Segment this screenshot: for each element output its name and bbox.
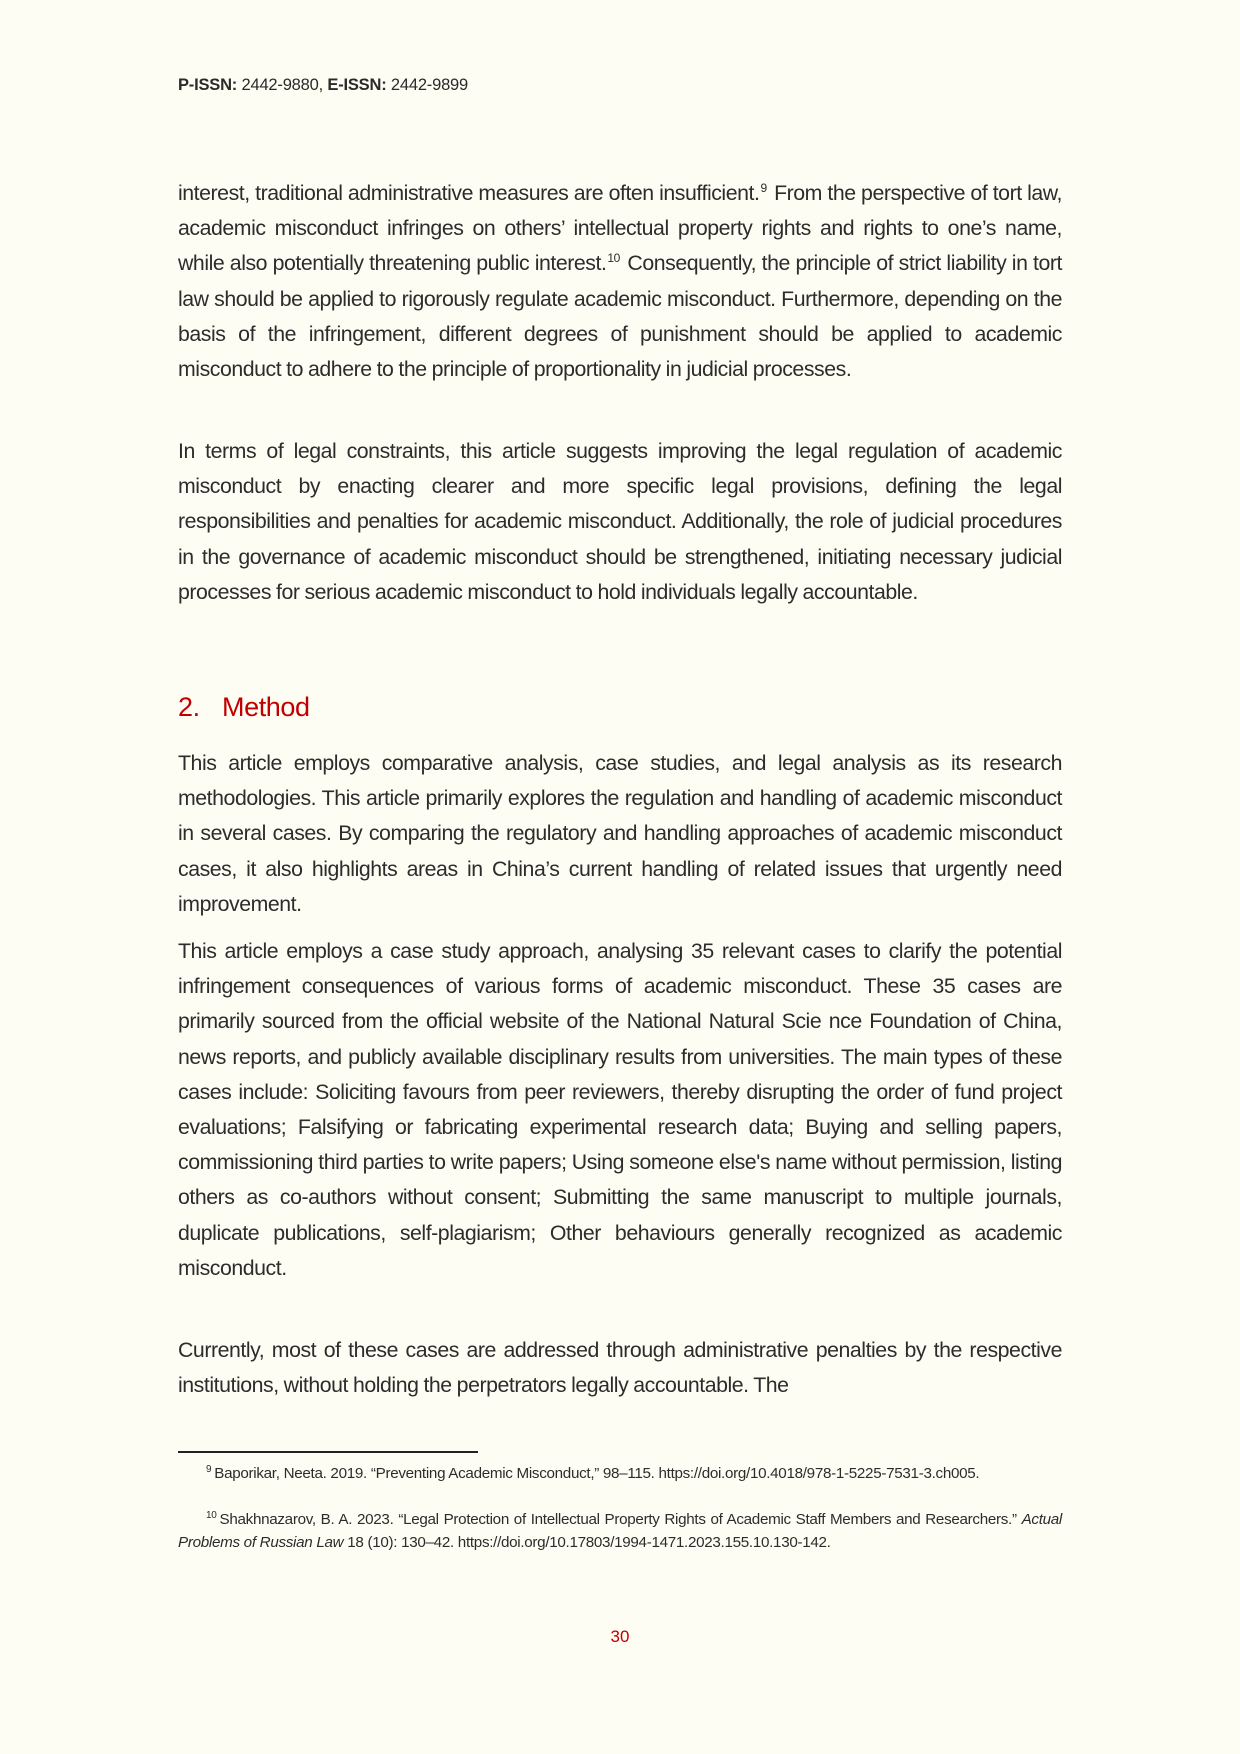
- footnote-ref-10[interactable]: 10: [607, 251, 620, 266]
- body-paragraph-2: [178, 434, 1062, 610]
- footnote-9-text: Baporikar, Neeta. 2019. “Preventing Academic Misconduct,” 98–115. https://doi.org/10.4018/978-1-5225-7531-3.ch005.: [214, 1465, 980, 1482]
- body-paragraph-3: [178, 746, 1062, 922]
- paragraph-1-text-c: Consequently, the principle of strict liability in tort law should be applied to rigorously regulate academic misconduct. Furthermore, depending on the basis of the infringement, different degrees of punishment should be applied to academic misconduct to adhere to the principle of proportionality in judicial processes.: [178, 251, 1062, 382]
- footnote-10-mark: 10: [206, 1510, 217, 1521]
- footnote-ref-9[interactable]: 9: [760, 181, 767, 195]
- journal-issn-header: [178, 76, 468, 95]
- footnote-10-text: Shakhnazarov, B. A. 2023. “Legal Protection of Intellectual Property Rights of Academic Staff Members and Researchers.”: [219, 1511, 1022, 1528]
- body-paragraph-5: [178, 1333, 1062, 1403]
- e-issn-label: E-ISSN:: [327, 76, 387, 94]
- footnote-10-text-end: 18 (10): 130–42. https://doi.org/10.17803/1994-1471.2023.155.10.130-142.: [343, 1534, 831, 1551]
- footnote-9: [178, 1462, 1062, 1485]
- paragraph-1-text-a: interest, traditional administrative measures are often insufficient.: [178, 181, 760, 205]
- paragraph-5-text: Currently, most of these cases are addressed through administrative penalties by the respective institutions, without holding the perpetrators legally accountable. The: [178, 1338, 1062, 1398]
- footnote-10: [178, 1508, 1062, 1554]
- e-issn-value: 2442-9899: [390, 76, 468, 94]
- body-paragraph-4: [178, 934, 1062, 1286]
- section-number: 2.: [178, 692, 200, 722]
- footnote-9-mark: 9: [206, 1464, 212, 1475]
- paragraph-1-text-b: From the perspective of tort law, academic misconduct infringes on others’ intellectual property rights and rights to one’s name, while also potentially threatening public interest.: [178, 181, 1062, 276]
- section-title: Method: [222, 692, 310, 722]
- footnote-10-journal: Actual Problems of Russian Law: [178, 1511, 1062, 1551]
- section-heading: [178, 692, 310, 723]
- p-issn-label: P-ISSN:: [178, 76, 238, 94]
- paragraph-3-text: This article employs comparative analysis, case studies, and legal analysis as its research methodologies. This article primarily explores the regulation and handling of academic misconduct in several cases. By comparing the regulatory and handling approaches of academic misconduct cases, it also highlights areas in China’s current handling of related issues that urgently need improvement.: [178, 751, 1062, 916]
- footnote-separator: [178, 1451, 478, 1453]
- paragraph-4-text: This article employs a case study approach, analysing 35 relevant cases to clarify the potential infringement consequences of various forms of academic misconduct. These 35 cases are primarily sourced from the official website of the National Natural Scie nce Foundation of China, news reports, and publicly available disciplinary results from universities. The main types of these cases include: Soliciting favours from peer reviewers, thereby disrupting the order of fund project evaluations; Falsifying or fabricating experimental research data; Buying and selling papers, commissioning third parties to write papers; Using someone else's name without permission, listing others as co-authors without consent; Submitting the same manuscript to multiple journals, duplicate publications, self-plagiarism; Other behaviours generally recognized as academic misconduct.: [178, 939, 1062, 1280]
- page-number: 30: [610, 1627, 630, 1646]
- p-issn-value: 2442-9880,: [241, 76, 323, 94]
- paragraph-2-text: In terms of legal constraints, this article suggests improving the legal regulation of academic misconduct by enacting clearer and more specific legal provisions, defining the legal responsibilities and penalties for academic misconduct. Additionally, the role of judicial procedures in the governance of academic misconduct should be strengthened, initiating necessary judicial processes for serious academic misconduct to hold individuals legally accountable.: [178, 439, 1062, 604]
- body-paragraph-1: [178, 176, 1062, 387]
